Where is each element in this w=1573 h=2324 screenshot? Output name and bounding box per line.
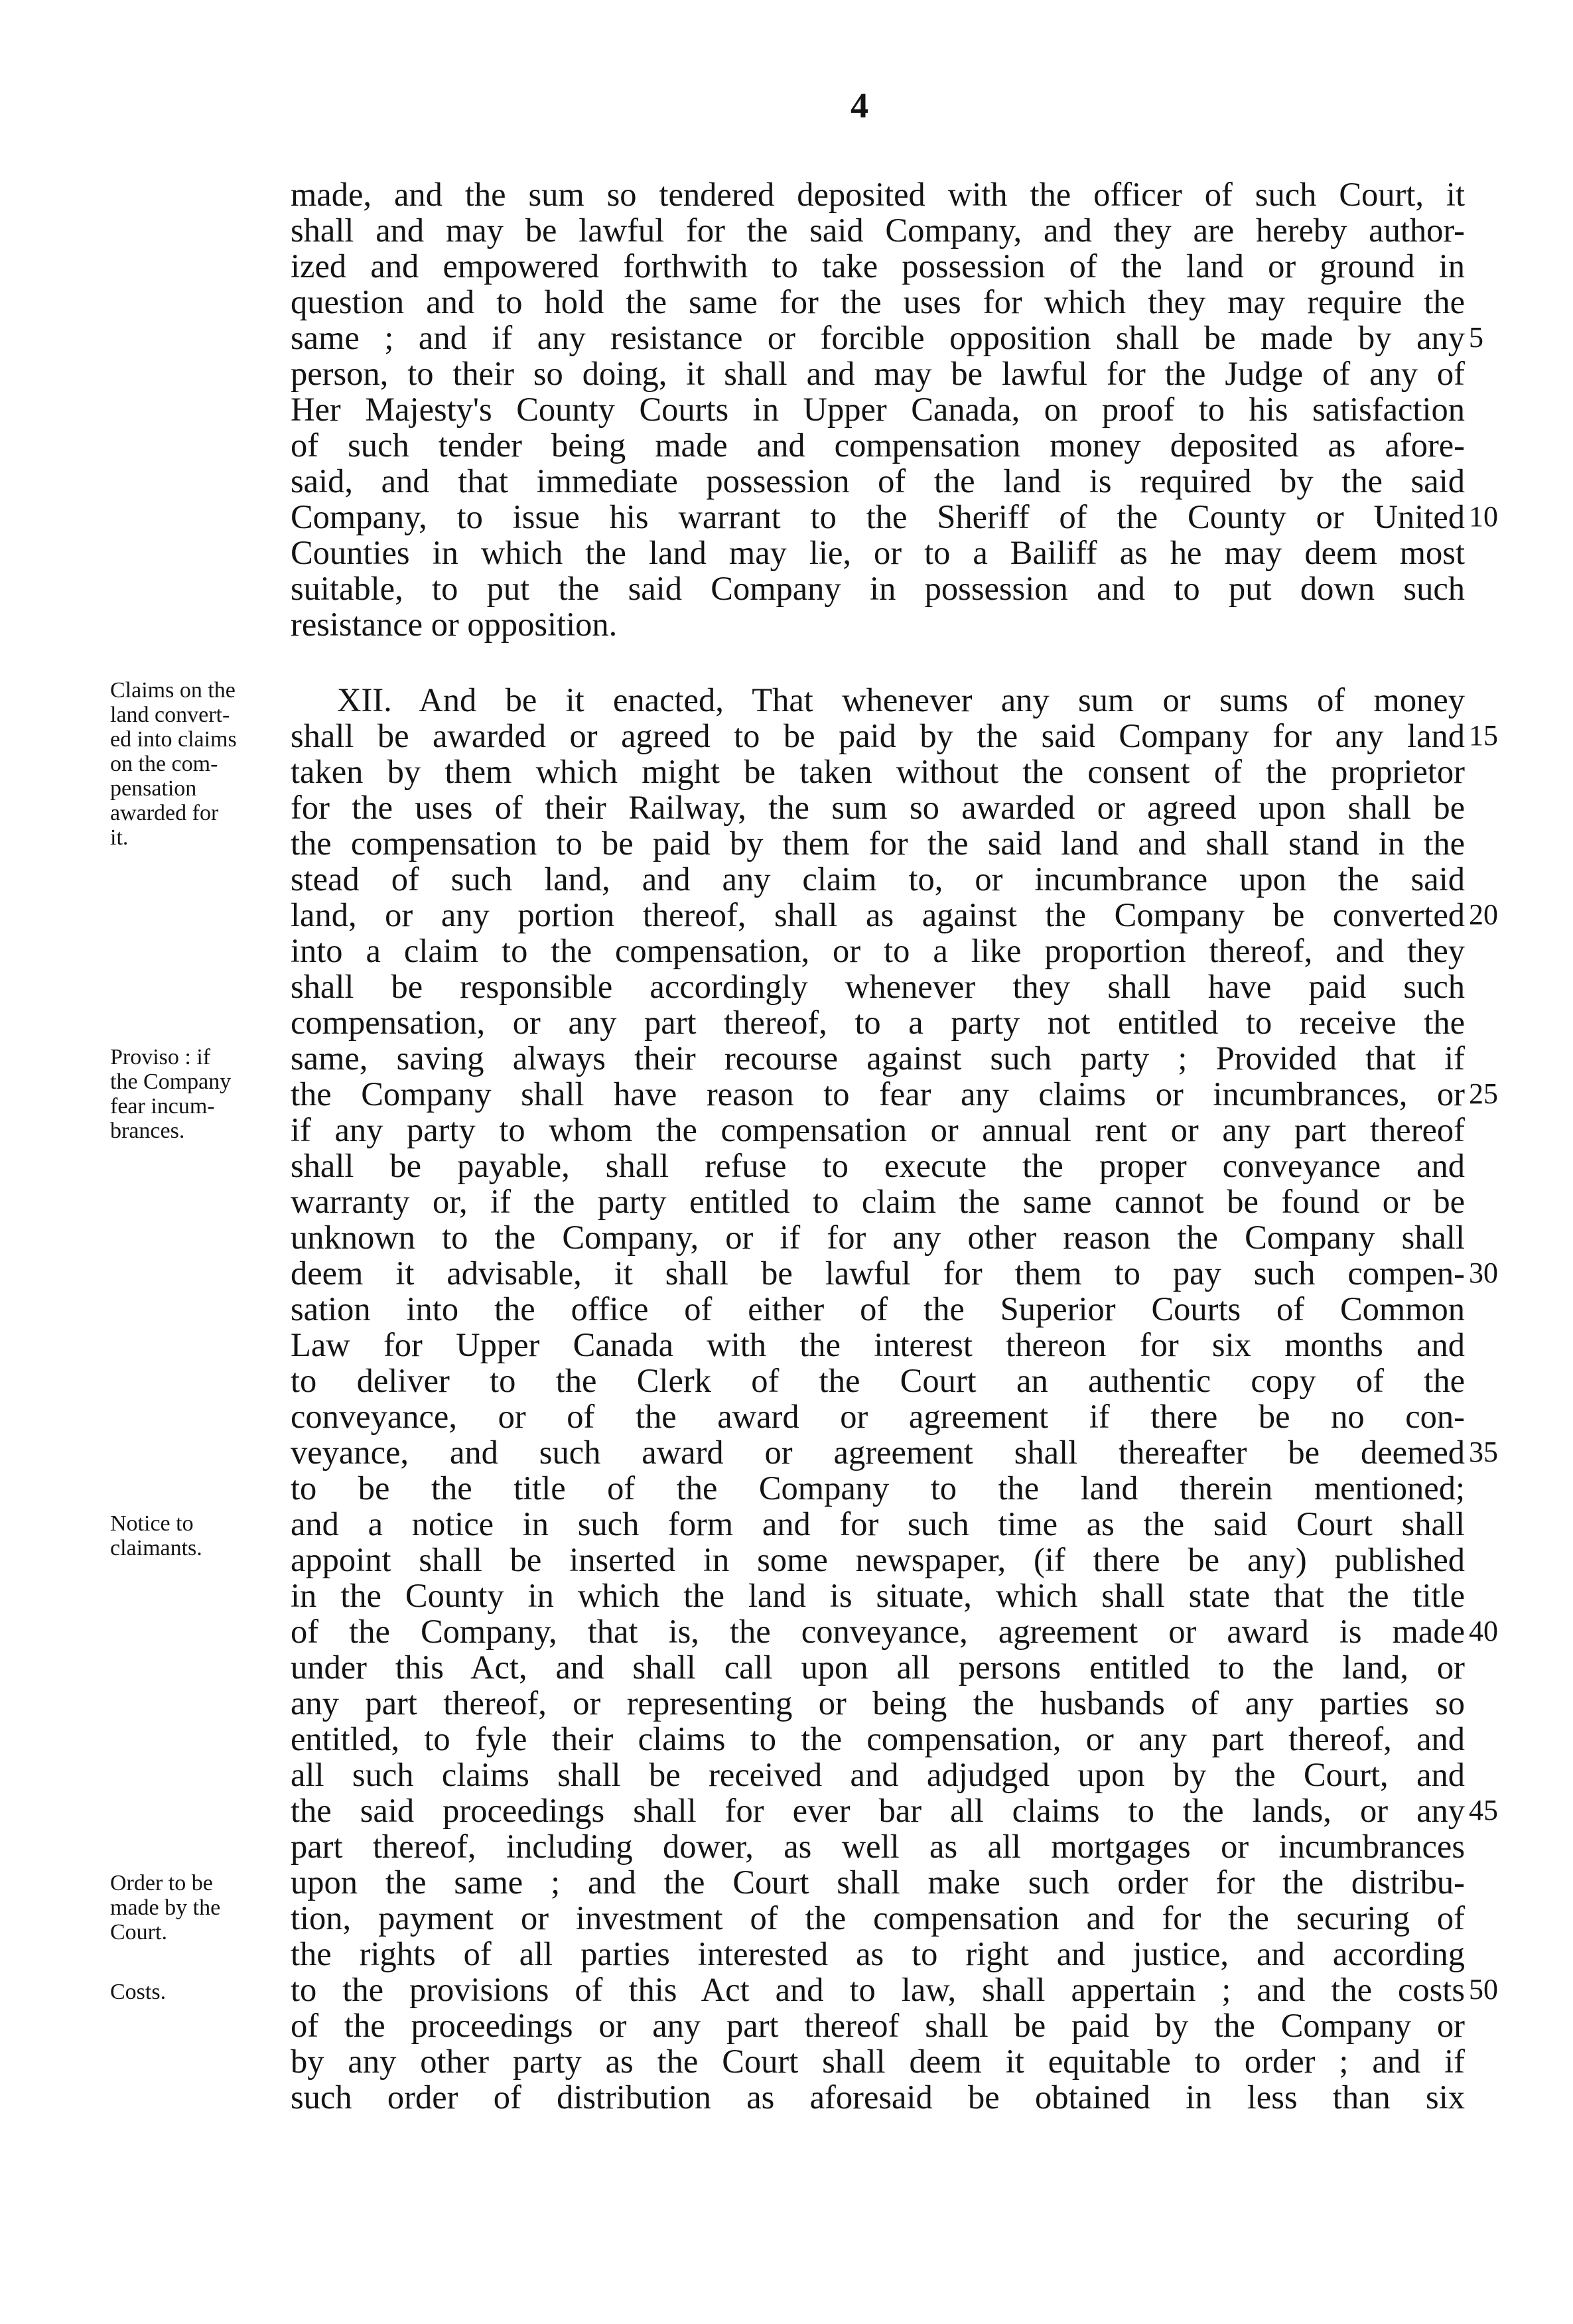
text-line: Company, to issue his warrant to the Sheriff of the County or United — [291, 498, 1465, 535]
text-line: all such claims shall be received and adjudged upon by the Court, and — [291, 1756, 1465, 1793]
marginal-note-claims — [110, 678, 277, 850]
text-line: deem it advisable, it shall be lawful for them to pay such compen- — [291, 1255, 1465, 1292]
line-number: 25 — [1469, 1077, 1498, 1110]
marginal-note-line: ed into claims — [110, 727, 237, 752]
text-line: the rights of all parties interested as to right and justice, and according — [291, 1935, 1465, 1972]
marginal-note-line: brances. — [110, 1119, 185, 1143]
marginal-note-line: Costs. — [110, 1980, 167, 2004]
marginal-note-notice — [110, 1511, 277, 1560]
text-line: said, and that immediate possession of the land is required by the said — [291, 462, 1465, 500]
marginal-note-line: the Company — [110, 1069, 232, 1094]
page-number: 4 — [851, 86, 868, 125]
text-line: Law for Upper Canada with the interest thereon for six months and — [291, 1326, 1465, 1363]
marginal-note-line: Proviso : if — [110, 1045, 211, 1069]
line-number: 15 — [1469, 719, 1498, 752]
text-line: question and to hold the same for the uses for which they may require the — [291, 283, 1465, 320]
text-line: stead of such land, and any claim to, or incumbrance upon the said — [291, 860, 1465, 898]
line-number: 10 — [1469, 500, 1498, 533]
text-line: part thereof, including dower, as well as all mortgages or incumbrances — [291, 1828, 1465, 1865]
text-line: made, and the sum so tendered deposited with the officer of such Court, it — [291, 176, 1465, 213]
text-line: shall and may be lawful for the said Company, and they are hereby author- — [291, 212, 1465, 249]
line-number: 40 — [1469, 1615, 1498, 1647]
line-number: 5 — [1469, 321, 1483, 354]
text-line: to be the title of the Company to the land therein mentioned; — [291, 1470, 1465, 1507]
text-line: unknown to the Company, or if for any other reason the Company shall — [291, 1219, 1465, 1256]
text-line: upon the same ; and the Court shall make such order for the distribu- — [291, 1864, 1465, 1901]
text-line: the Company shall have reason to fear any claims or incumbrances, or — [291, 1075, 1465, 1113]
text-line: entitled, to fyle their claims to the compensation, or any part thereof, and — [291, 1720, 1465, 1757]
text-line: for the uses of their Railway, the sum so awarded or agreed upon shall be — [291, 789, 1465, 826]
text-line: shall be responsible accordingly whenever they shall have paid such — [291, 968, 1465, 1005]
text-line: suitable, to put the said Company in possession and to put down such — [291, 570, 1465, 607]
text-line: sation into the office of either of the Superior Courts of Common — [291, 1290, 1465, 1328]
text-line: Her Majesty's County Courts in Upper Canada, on proof to his satisfaction — [291, 391, 1465, 428]
text-line: and a notice in such form and for such time as the said Court shall — [291, 1505, 1465, 1542]
text-line: under this Act, and shall call upon all persons entitled to the land, or — [291, 1649, 1465, 1686]
marginal-note-costs — [110, 1980, 277, 2004]
text-line: Counties in which the land may lie, or to a Bailiff as he may deem most — [291, 534, 1465, 571]
line-number: 45 — [1469, 1794, 1498, 1826]
marginal-note-line: fear incum- — [110, 1094, 215, 1119]
marginal-note-line: it. — [110, 825, 129, 850]
text-line: same, saving always their recourse against such party ; Provided that if — [291, 1040, 1465, 1077]
text-line: of the proceedings or any part thereof shall be paid by the Company or — [291, 2007, 1465, 2044]
text-line: land, or any portion thereof, shall as against the Company be converted — [291, 896, 1465, 933]
text-line: warranty or, if the party entitled to claim the same cannot be found or be — [291, 1183, 1465, 1220]
text-line: ized and empowered forthwith to take possession of the land or ground in — [291, 247, 1465, 285]
marginal-note-line: Claims on the — [110, 678, 236, 703]
marginal-note-line: on the com- — [110, 752, 218, 776]
marginal-note-line: Notice to — [110, 1511, 194, 1536]
text-line: taken by them which might be taken without the consent of the proprietor — [291, 753, 1465, 790]
marginal-note-line: land convert- — [110, 703, 230, 727]
marginal-note-line: Order to be — [110, 1871, 213, 1895]
text-line: conveyance, or of the award or agreement if there be no con- — [291, 1398, 1465, 1435]
text-line: any part thereof, or representing or being the husbands of any parties so — [291, 1684, 1465, 1722]
text-line: the compensation to be paid by them for the said land and shall stand in the — [291, 825, 1465, 862]
section-heading-line: XII. And be it enacted, That whenever any sum or sums of money — [337, 681, 1465, 718]
text-line: to deliver to the Clerk of the Court an authentic copy of the — [291, 1362, 1465, 1399]
text-line: of such tender being made and compensation money deposited as afore- — [291, 427, 1465, 464]
line-number: 20 — [1469, 898, 1498, 931]
text-line: of the Company, that is, the conveyance, agreement or award is made — [291, 1613, 1465, 1650]
text-line: to the provisions of this Act and to law, shall appertain ; and the costs — [291, 1971, 1465, 2008]
text-line: by any other party as the Court shall deem it equitable to order ; and if — [291, 2043, 1465, 2080]
text-line: person, to their so doing, it shall and may be lawful for the Judge of any of — [291, 355, 1465, 392]
text-line: same ; and if any resistance or forcible opposition shall be made by any — [291, 319, 1465, 356]
text-line: shall be payable, shall refuse to execute the proper conveyance and — [291, 1147, 1465, 1184]
line-number: 30 — [1469, 1257, 1498, 1289]
text-line: if any party to whom the compensation or annual rent or any part thereof — [291, 1111, 1465, 1148]
text-line: into a claim to the compensation, or to a like proportion thereof, and they — [291, 932, 1465, 969]
text-line: veyance, and such award or agreement shall thereafter be deemed — [291, 1434, 1465, 1471]
text-line: tion, payment or investment of the compensation and for the securing of — [291, 1899, 1465, 1937]
text-line: compensation, or any part thereof, to a party not entitled to receive the — [291, 1004, 1465, 1041]
text-line: the said proceedings shall for ever bar all claims to the lands, or any — [291, 1792, 1465, 1829]
marginal-note-line: claimants. — [110, 1536, 202, 1560]
marginal-note-line: pensation — [110, 776, 197, 801]
line-number: 35 — [1469, 1436, 1498, 1468]
text-line: such order of distribution as aforesaid be obtained in less than six — [291, 2079, 1465, 2116]
marginal-note-line: made by the — [110, 1895, 221, 1920]
text-line: appoint shall be inserted in some newspaper, (if there be any) published — [291, 1541, 1465, 1578]
line-number: 50 — [1469, 1973, 1498, 2006]
text-line: shall be awarded or agreed to be paid by the said Company for any land — [291, 717, 1465, 754]
text-line: resistance or opposition. — [291, 606, 618, 643]
text-line: in the County in which the land is situate, which shall state that the title — [291, 1577, 1465, 1614]
marginal-note-line: Court. — [110, 1920, 167, 1945]
marginal-note-proviso — [110, 1045, 277, 1143]
marginal-note-line: awarded for — [110, 801, 219, 825]
marginal-note-order — [110, 1871, 277, 1945]
